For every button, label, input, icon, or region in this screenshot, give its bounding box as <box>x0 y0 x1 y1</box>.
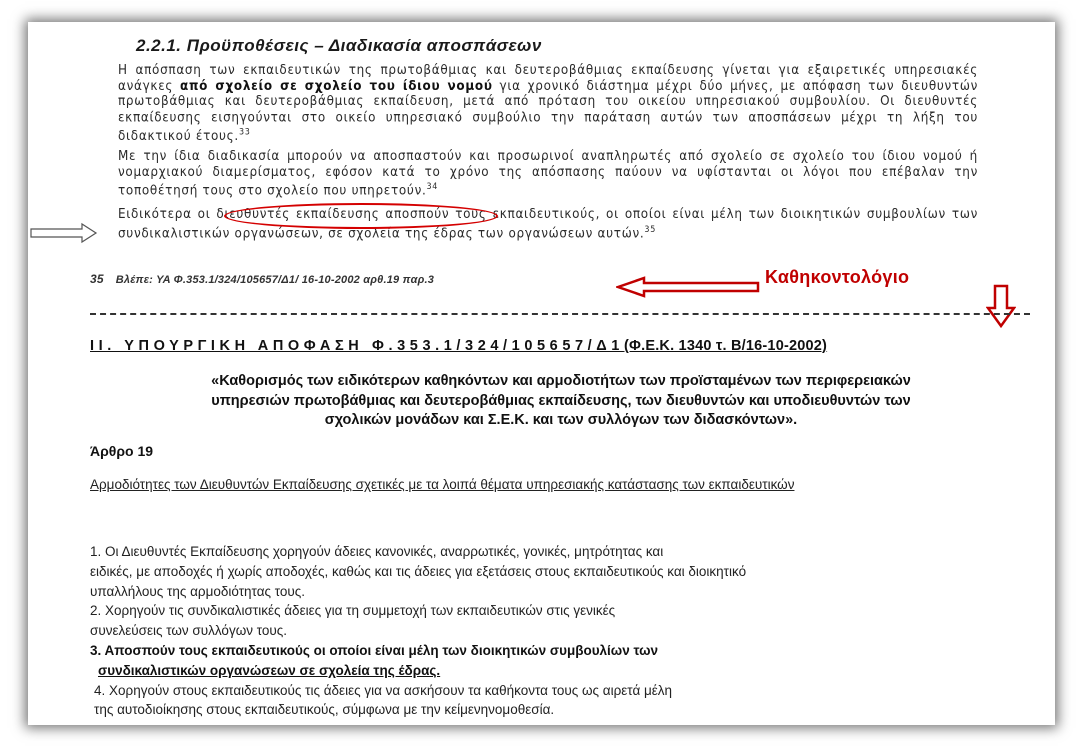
footnote-ref-33: 33 <box>238 127 251 137</box>
highlight-ellipse <box>224 203 498 229</box>
down-arrow-icon <box>986 284 1016 328</box>
paragraph-2 <box>118 148 978 199</box>
annotation-label: Καθηκοντολόγιο <box>765 267 910 287</box>
dashed-divider <box>90 313 1030 315</box>
pointer-arrow-icon <box>30 222 98 244</box>
footnote-text: Βλέπε: ΥΑ Φ.353.1/324/105657/Δ1/ 16-10-2002 αρθ.19 παρ.3 <box>115 274 435 286</box>
article-items <box>90 542 1055 720</box>
paragraph-2-text: Με την ίδια διαδικασία μπορούν να αποσπαστούν και προσωρινοί αναπληρωτές από σχολείο σε σχολείο του ίδιου νομού ή νομαρχιακού διαμερίσματος, εφόσον κατά το χρόνο της απόσπασης παύουν να υφίστανται οι λόγοι που επέβαλαν την τοποθέτησή τους στο σχολείο που υπηρετούν. <box>118 148 978 198</box>
paragraph-1 <box>118 62 978 144</box>
paragraph-3-text: Ειδικότερα οι διευθυντές εκπαίδευσης αποσπούν τους εκπαιδευτικούς, οι οποίοι είναι μέλη των διοικητικών συμβουλίων των συνδικαλιστικών οργανώσεων, σε σχολεία της έδρας των οργανώσεων αυτών. <box>118 206 978 241</box>
item-2-line-1: 2. Χορηγούν τις συνδικαλιστικές άδειες για τη συμμετοχή των εκπαιδευτικών στις γενικές <box>90 603 616 619</box>
paragraph-1-text-a: Η απόσπαση των εκπαιδευτικών της πρωτοβάθμιας και δευτεροβάθμιας εκπαίδευσης γίνεται για εξαιρετικές υπηρεσιακές ανάγκες <box>118 62 978 93</box>
left-arrow-icon <box>616 276 762 298</box>
item-3-line-1: 3. Αποσπούν τους εκπαιδευτικούς οι οποίοι είναι μέλη των διοικητικών συμβουλίων των <box>90 642 659 658</box>
decision-subject-quote: «Καθορισμός των ειδικότερων καθηκόντων και αρμοδιοτήτων των προϊσταμένων των περιφερειακών υπηρεσιών πρωτοβάθμιας και δευτεροβάθμιας εκπαίδευσης, των διευθυντών και υποδιευθυντών των σχολικών μονάδων και Σ.Ε.Κ. και των συλλόγων των διδασκόντων». <box>211 373 911 428</box>
decision-title <box>90 338 827 354</box>
item-3-line-2: συνδικαλιστικών οργανώσεων σε σχολεία της έδρας. <box>98 662 441 678</box>
decision-title-main: ΙΙ. ΥΠΟΥΡΓΙΚΗ ΑΠΟΦΑΣΗ Φ.353.1/324/105657/Δ1 <box>90 338 624 354</box>
item-1-line-1: 1. Οι Διευθυντές Εκπαίδευσης χορηγούν άδειες κανονικές, αναρρωτικές, γονικές, μητρότητας και <box>90 544 664 559</box>
paragraph-1-text-b: για χρονικό διάστημα μέχρι δύο μήνες, με απόφαση των διευθυντών πρωτοβάθμιας και δευτεροβάθμιας εκπαίδευση, μετά από πρόταση του οικείου υπηρεσιακού συμβουλίου. Οι διευθυντές εκπαίδευσης εισηγούνται στο οικείο υπηρεσιακό συμβούλιο την παράταση αυτών των αποσπάσεων μέχρι τη λήξη του διδακτικού έτους. <box>118 77 978 144</box>
article-subject: Αρμοδιότητες των Διευθυντών Εκπαίδευσης σχετικές με τα λοιπά θέματα υπηρεσιακής κατάστασης των εκπαιδευτικών <box>90 477 795 492</box>
item-1-line-2: ειδικές, με αποδοχές ή χωρίς αποδοχές, καθώς και τις άδειες για εξετάσεις στους εκπαιδευτικούς και διοικητικό <box>90 563 747 579</box>
item-1-line-3: υπαλλήλους της αρμοδιότητας τους. <box>90 583 306 599</box>
section-heading: 2.2.1. Προϋποθέσεις – Διαδικασία αποσπάσεων <box>136 36 542 55</box>
item-2-line-2: συνελεύσεις των συλλόγων τους. <box>90 623 288 639</box>
decision-title-fek: (Φ.Ε.Κ. 1340 τ. Β/16-10-2002) <box>623 338 828 354</box>
footnote-number: 35 <box>90 272 104 286</box>
document-page <box>28 22 1055 725</box>
article-title: Άρθρο 19 <box>90 443 154 459</box>
item-4-line-2: της αυτοδιοίκησης στους εκπαιδευτικούς, σύμφωνα με την κείμενηνομοθεσία. <box>94 702 555 718</box>
item-4-line-1: 4. Χορηγούν στους εκπαιδευτικούς τις άδειες για να ασκήσουν τα καθήκοντα τους ως αιρετά μέλη <box>94 682 673 698</box>
footnote <box>90 272 434 286</box>
footnote-ref-34: 34 <box>426 181 439 192</box>
paragraph-1-bold: από σχολείο σε σχολείο του ίδιου νομού <box>180 77 493 93</box>
footnote-ref-35: 35 <box>644 223 656 234</box>
